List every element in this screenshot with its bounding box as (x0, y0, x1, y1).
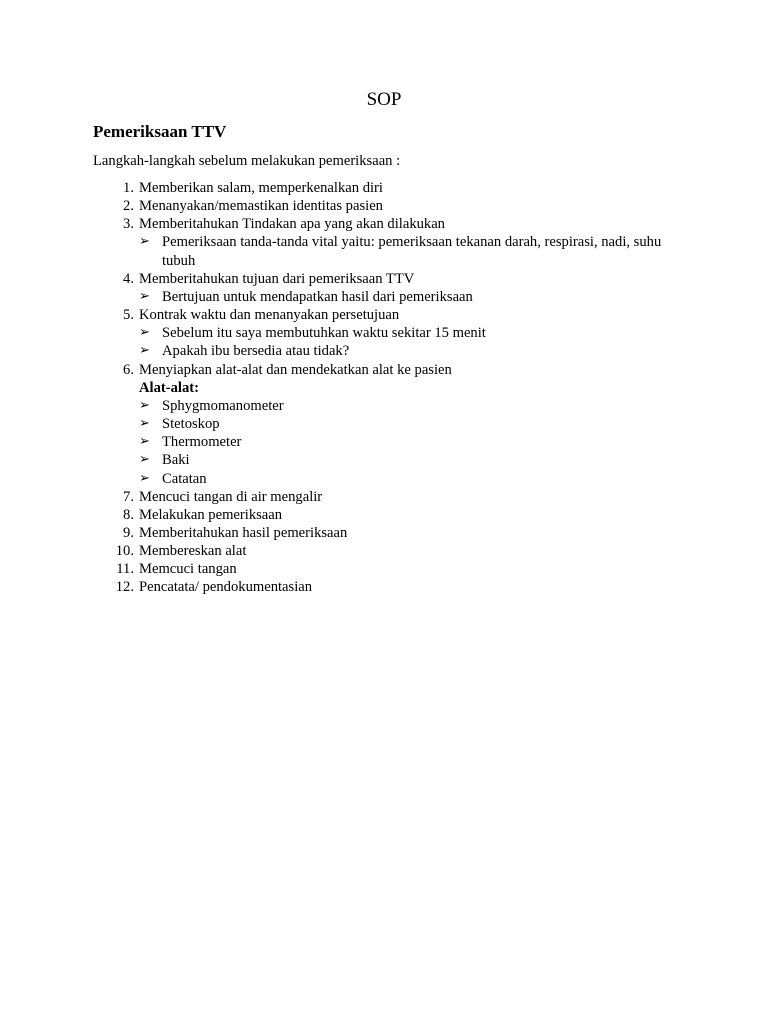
sub-list-item (139, 433, 683, 451)
step-text: Menanyakan/memastikan identitas pasien (139, 198, 383, 215)
sub-list-item (139, 324, 683, 342)
arrowhead-bullet-icon: ➢ (139, 397, 150, 413)
sub-list-item (139, 342, 683, 360)
sub-list-item (139, 470, 683, 488)
sub-item-text: Thermometer (162, 434, 242, 451)
step-text: Pencatata/ pendokumentasian (139, 579, 313, 596)
step-text: Melakukan pemeriksaan (139, 506, 283, 523)
step-text: Memcuci tangan (139, 561, 237, 578)
list-item (93, 306, 683, 360)
arrowhead-bullet-icon: ➢ (139, 416, 150, 432)
sub-list-item (139, 397, 683, 415)
list-item (93, 197, 683, 215)
arrowhead-bullet-icon: ➢ (139, 343, 150, 359)
list-item (93, 179, 683, 197)
step-number: 8. (123, 506, 134, 523)
arrowhead-bullet-icon: ➢ (139, 452, 150, 468)
list-item (93, 215, 683, 269)
sub-item-text: Bertujuan untuk mendapatkan hasil dari pemeriksaan (162, 288, 473, 305)
step-number: 11. (116, 561, 134, 578)
step-number: 1. (123, 180, 134, 196)
list-item (93, 361, 683, 488)
sub-list-item (139, 415, 683, 433)
list-item (93, 524, 683, 542)
arrowhead-bullet-icon: ➢ (139, 434, 150, 450)
step-number: 4. (123, 270, 134, 287)
step-text: Kontrak waktu dan menanyakan persetujuan (139, 307, 400, 324)
arrowhead-bullet-icon: ➢ (139, 288, 150, 304)
document-title: SOP (366, 89, 402, 110)
sub-item-text: Baki (162, 452, 190, 469)
sub-item-text: Apakah ibu bersedia atau tidak? (162, 343, 350, 360)
step-number: 5. (123, 307, 134, 324)
list-item (93, 560, 683, 578)
sub-list-item (139, 288, 683, 306)
sub-list-label: Alat-alat: (139, 379, 199, 396)
sub-item-text: Sphygmomanometer (162, 397, 284, 414)
step-text: Mencuci tangan di air mengalir (139, 488, 323, 505)
sub-item-text: Catatan (162, 470, 207, 487)
arrowhead-bullet-icon: ➢ (139, 325, 150, 341)
step-text: Membereskan alat (139, 543, 247, 560)
sub-list-item (139, 451, 683, 469)
arrowhead-bullet-icon: ➢ (139, 470, 150, 486)
step-text: Menyiapkan alat-alat dan mendekatkan alat ke pasien (139, 361, 452, 378)
sub-item-text: Stetoskop (162, 416, 220, 433)
arrowhead-bullet-icon: ➢ (139, 234, 150, 250)
list-item (93, 270, 683, 306)
step-text: Memberitahukan hasil pemeriksaan (139, 524, 348, 541)
step-number: 2. (123, 198, 134, 215)
step-number: 3. (123, 216, 134, 233)
list-item (93, 578, 683, 596)
step-number: 10. (115, 543, 134, 560)
step-text: Memberitahukan Tindakan apa yang akan dilakukan (139, 216, 445, 233)
sub-item-text: Sebelum itu saya membutuhkan waktu sekitar 15 menit (162, 325, 486, 342)
step-text: Memberitahukan tujuan dari pemeriksaan TTV (139, 270, 415, 287)
list-item (93, 542, 683, 560)
steps-list (93, 179, 683, 597)
step-text: Memberikan salam, memperkenalkan diri (139, 180, 383, 196)
step-number: 6. (123, 361, 134, 378)
step-number: 12. (115, 579, 134, 596)
list-item (93, 488, 683, 506)
step-number: 9. (123, 524, 134, 541)
section-heading: Pemeriksaan TTV (93, 122, 227, 141)
intro-text: Langkah-langkah sebelum melakukan pemeriksaan : (93, 153, 401, 169)
sub-item-text: Pemeriksaan tanda-tanda vital yaitu: pemeriksaan tekanan darah, respirasi, nadi, suhu tubuh (162, 234, 662, 269)
step-number: 7. (123, 488, 134, 505)
sub-list-item (139, 233, 683, 269)
list-item (93, 506, 683, 524)
